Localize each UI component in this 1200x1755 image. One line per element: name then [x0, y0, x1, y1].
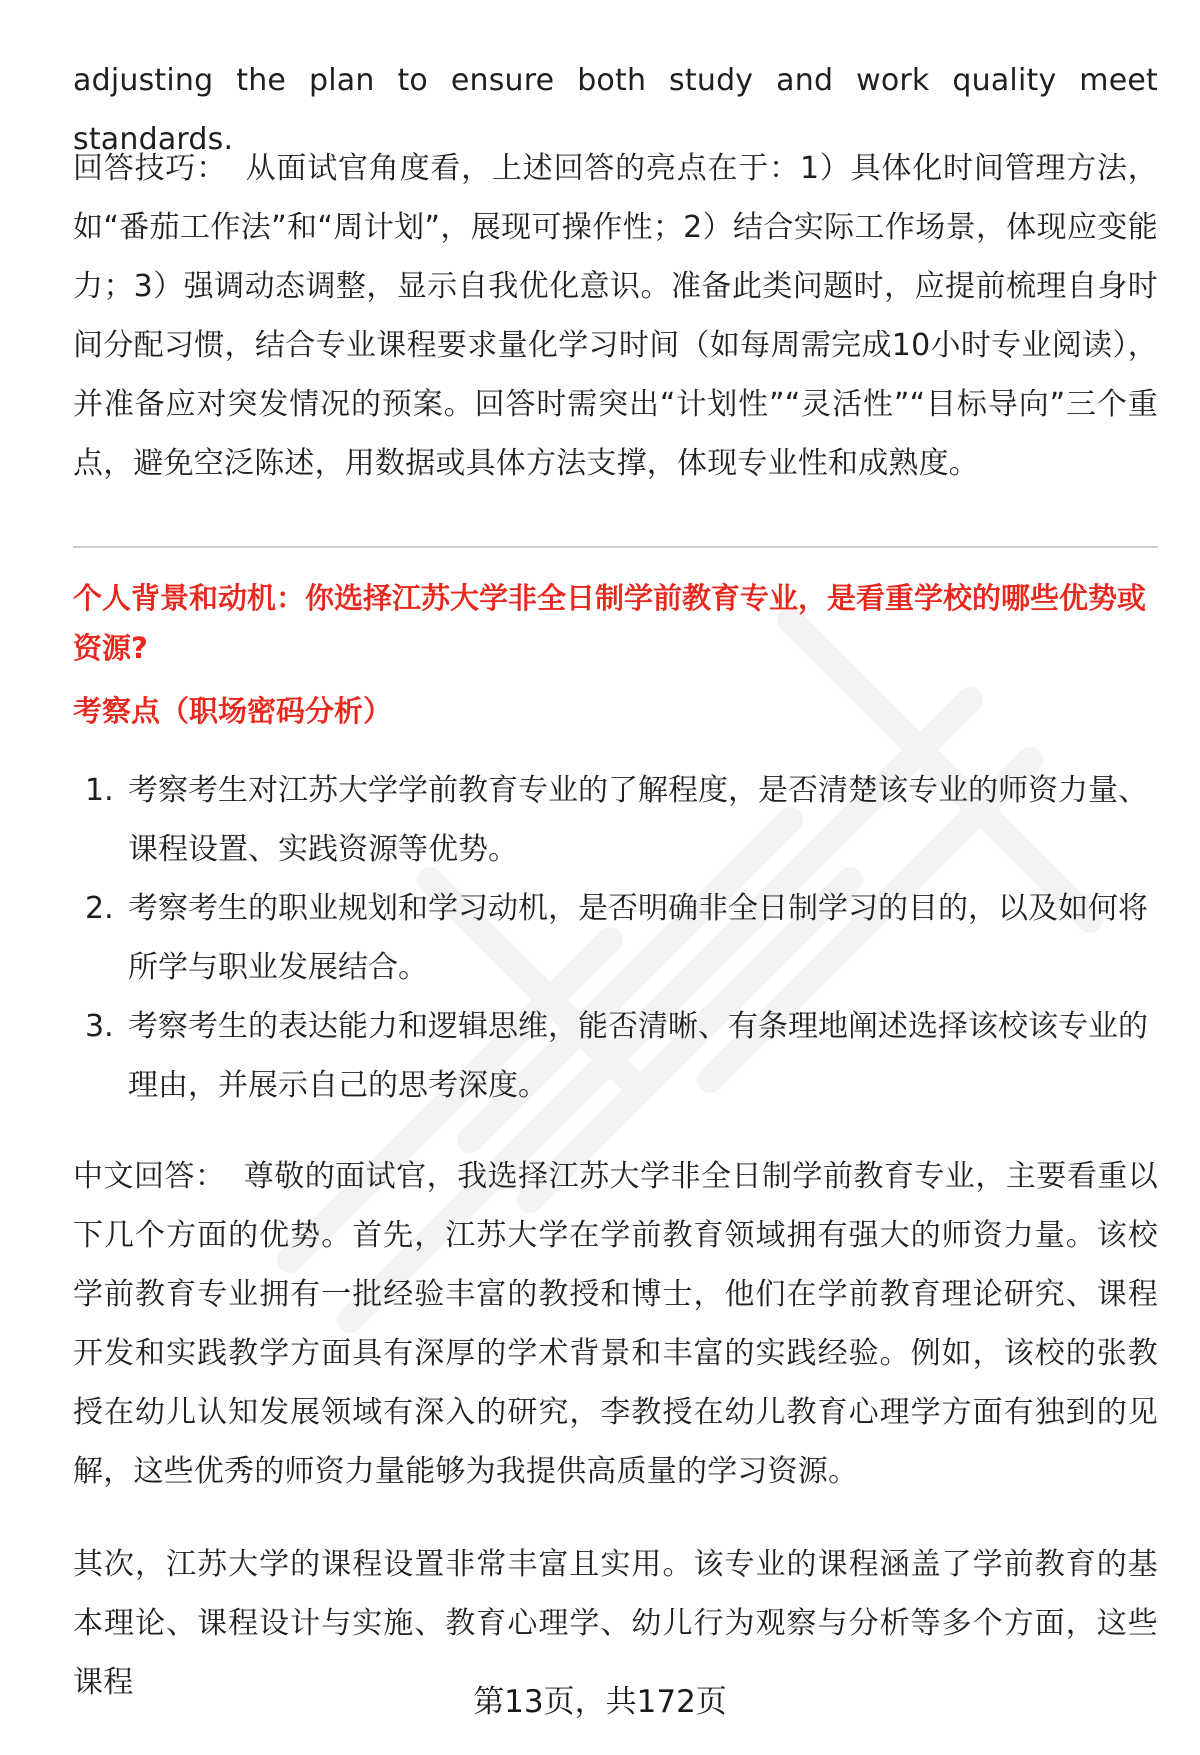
- list-item-text: 考察考生对江苏大学学前教育专业的了解程度，是否清楚该专业的师资力量、课程设置、实践资源等优势。: [128, 773, 1148, 867]
- english-answer-tail: adjusting the plan to ensure both study and work quality meet standards.: [73, 63, 1158, 157]
- list-item: [73, 761, 1158, 879]
- list-item-number: 2.: [85, 891, 114, 926]
- section-divider: [73, 546, 1158, 548]
- exam-points-list: [73, 761, 1158, 1115]
- list-item: [73, 997, 1158, 1115]
- chinese-answer-text: 尊敬的面试官，我选择江苏大学非全日制学前教育专业，主要看重以下几个方面的优势。首先，江苏大学在学前教育领域拥有强大的师资力量。该校学前教育专业拥有一批经验丰富的教授和博士，他们在学前教育理论研究、课程开发和实践教学方面具有深厚的学术背景和丰富的实践经验。例如，该校的张教授在幼儿认知发展领域有深入的研究，李教授在幼儿教育心理学方面有独到的见解，这些优秀的师资力量能够为我提供高质量的学习资源。: [73, 1159, 1159, 1489]
- list-item-text: 考察考生的职业规划和学习动机，是否明确非全日制学习的目的，以及如何将所学与职业发展结合。: [128, 891, 1148, 985]
- exam-points-heading: 考察点（职场密码分析）: [73, 694, 393, 728]
- answer-tips-paragraph: [73, 139, 1158, 493]
- list-item-number: 3.: [85, 1009, 114, 1044]
- chinese-answer-label: 中文回答：: [73, 1159, 226, 1194]
- list-item-text: 考察考生的表达能力和逻辑思维，能否清晰、有条理地阐述选择该校该专业的理由，并展示自己的思考深度。: [128, 1009, 1148, 1103]
- answer-tips-text: 从面试官角度看，上述回答的亮点在于：1）具体化时间管理方法，如“番茄工作法”和“周计划”，展现可操作性；2）结合实际工作场景，体现应变能力；3）强调动态调整，显示自我优化意识。准备此类问题时，应提前梳理自身时间分配习惯，结合专业课程要求量化学习时间（如每周需完成10小时专业阅读），并准备应对突发情况的预案。回答时需突出“计划性”“灵活性”“目标导向”三个重点，避免空泛陈述，用数据或具体方法支撑，体现专业性和成熟度。: [73, 151, 1159, 481]
- question-heading: 个人背景和动机：你选择江苏大学非全日制学前教育专业，是看重学校的哪些优势或资源?: [73, 581, 1147, 665]
- list-item: [73, 879, 1158, 997]
- list-item-number: 1.: [85, 773, 114, 808]
- continuation-paragraph: 其次，江苏大学的课程设置非常丰富且实用。该专业的课程涵盖了学前教育的基本理论、课程设计与实施、教育心理学、幼儿行为观察与分析等多个方面，这些课程: [73, 1547, 1158, 1700]
- answer-tips-label: 回答技巧：: [73, 151, 227, 186]
- chinese-answer-paragraph: [73, 1147, 1158, 1501]
- page-number-footer: 第13页，共172页: [473, 1684, 727, 1720]
